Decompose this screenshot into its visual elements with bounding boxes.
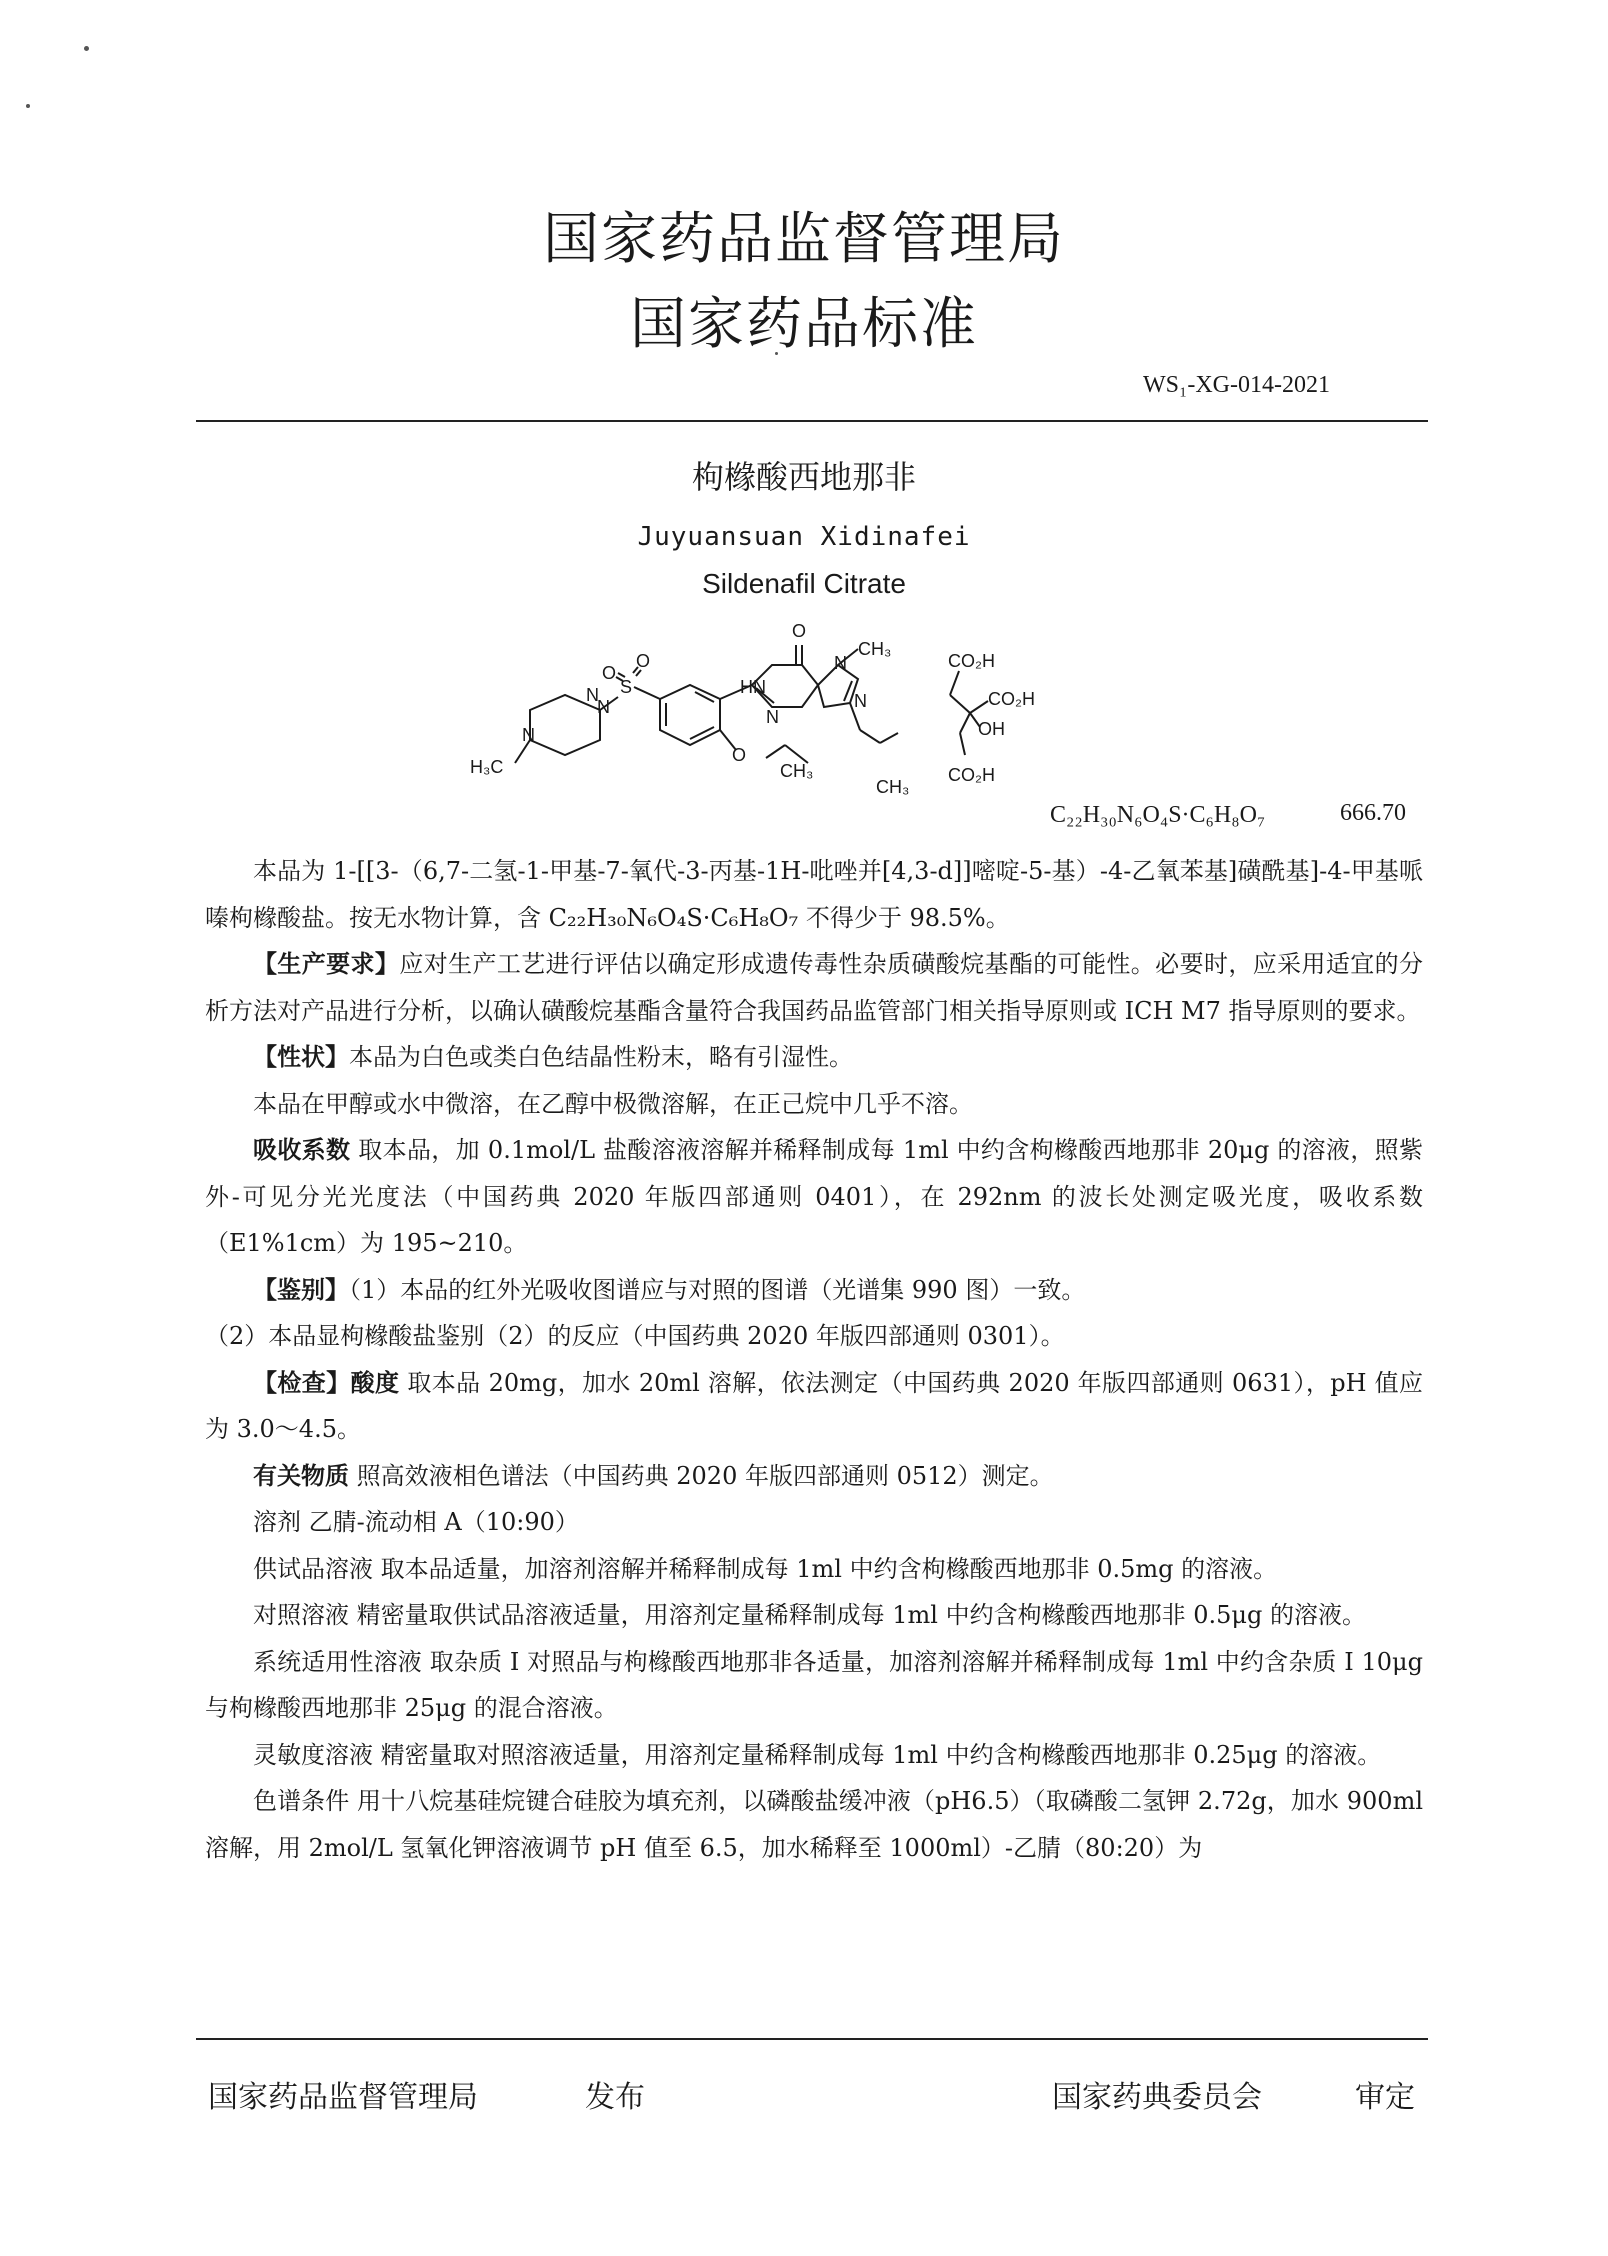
drug-name-chinese: 枸橼酸西地那非 (691, 458, 916, 496)
scan-speck (84, 46, 89, 51)
standard-type-title: 国家药品标准 (630, 292, 978, 357)
footer-issuer: 国家药品监督管理局 (208, 2080, 478, 2115)
structure-labels (440, 615, 1060, 830)
section-heading: 有关物质 (253, 1461, 349, 1490)
paragraph-production: 【生产要求】应对生产工艺进行评估以确定形成遗传毒性杂质磺酸烷基酯的可能性。必要时，应采用适宜的分析方法对产品进行分析，以确认磺酸烷基酯含量符合我国药品监管部门相关指导原则或 ICH M7 指导原则的要求。 (205, 950, 1424, 1025)
paragraph-identification-2: （2）本品显枸橼酸盐鉴别（2）的反应（中国药典 2020 年版四部通则 0301）。 (205, 1322, 1065, 1350)
paragraph-definition: 本品为 1-[[3-（6,7-二氢-1-甲基-7-氧代-3-丙基-1H-吡唑并[4,3-d]]嘧啶-5-基）-4-乙氧苯基]磺酰基]-4-甲基哌嗪枸橼酸盐。按无水物计算，含 C₂₂H₃₀N₆O₄S·C₆H₈O₇ 不得少于 98.5%。 (205, 857, 1423, 932)
atom-label: CH₃ (780, 761, 814, 781)
atom-label: CH₃ (858, 639, 892, 659)
atom-label: N (834, 653, 847, 673)
paragraph-related-substances: 有关物质 照高效液相色谱法（中国药典 2020 年版四部通则 0512）测定。 (253, 1461, 1054, 1490)
paragraph-description: 【性状】本品为白色或类白色结晶性粉末，略有引湿性。 (253, 1043, 853, 1071)
atom-label: N (597, 697, 610, 717)
molecular-weight: 666.70 (1340, 800, 1406, 826)
section-heading: 【生产要求】 (253, 950, 400, 978)
paragraph-chromatography: 色谱条件 用十八烷基硅烷键合硅胶为填充剂，以磷酸盐缓冲液（pH6.5）（取磷酸二氢钾 2.72g，加水 900ml 溶解，用 2mol/L 氢氧化钾溶液调节 pH 值至 6.5，加水稀释至 1000ml）-乙腈（80:20）为 (205, 1787, 1423, 1862)
footer-reviewer: 国家药典委员会 (1052, 2080, 1262, 2115)
drug-name-english: Sildenafil Citrate (702, 568, 906, 599)
drug-name-pinyin: Juyuansuan Xidinafei (637, 522, 971, 552)
section-heading: 吸收系数 (253, 1136, 351, 1164)
atom-label: HN (740, 677, 766, 697)
footer-issue-label: 发布 (585, 2080, 645, 2115)
atom-label: O (732, 745, 747, 765)
section-heading: 【检查】酸度 (253, 1368, 400, 1397)
paragraph-solubility: 本品在甲醇或水中微溶，在乙醇中极微溶解，在正己烷中几乎不溶。 (253, 1089, 973, 1118)
paragraph-reference-solution: 对照溶液 精密量取供试品溶液适量，用溶剂定量稀释制成每 1ml 中约含枸橼酸西地那非 0.5μg 的溶液。 (253, 1601, 1366, 1629)
atom-label: O (792, 621, 807, 641)
section-heading: 【性状】 (253, 1043, 349, 1071)
paragraph-test-solution: 供试品溶液 取本品适量，加溶剂溶解并稀释制成每 1ml 中约含枸橼酸西地那非 0.5mg 的溶液。 (253, 1554, 1278, 1583)
footer-rule (196, 2038, 1428, 2040)
paragraph-system-suitability: 系统适用性溶液 取杂质 I 对照品与枸橼酸西地那非各适量，加溶剂溶解并稀释制成每 1ml 中约含杂质 I 10μg 与枸橼酸西地那非 25μg 的混合溶液。 (205, 1647, 1423, 1722)
atom-label: N (522, 725, 535, 745)
paragraph-acidity: 【检查】酸度 取本品 20mg，加水 20ml 溶解，依法测定（中国药典 2020 年版四部通则 0631），pH 值应为 3.0～4.5。 (205, 1368, 1423, 1443)
atom-label: N (586, 685, 599, 705)
paragraph-sensitivity: 灵敏度溶液 精密量取对照溶液适量，用溶剂定量稀释制成每 1ml 中约含枸橼酸西地那非 0.25μg 的溶液。 (253, 1740, 1382, 1769)
atom-label: CO₂H (988, 689, 1035, 709)
header-rule (196, 420, 1428, 422)
atom-label: OH (978, 719, 1005, 739)
atom-label: O (636, 651, 651, 671)
atom-label: O (602, 663, 617, 683)
paragraph-solvent: 溶剂 乙腈-流动相 A（10:90） (253, 1508, 579, 1536)
issuing-authority-title: 国家药品监督管理局 (543, 207, 1065, 272)
paragraph-identification-1: 【鉴别】（1）本品的红外光吸收图谱应与对照的图谱（光谱集 990 图）一致。 (253, 1275, 1086, 1304)
atom-label: H₃C (470, 757, 504, 777)
standard-number: WS₁-XG-014-2021 (1142, 372, 1330, 398)
atom-label: CH₃ (876, 777, 910, 797)
atom-label: CO₂H (948, 651, 995, 671)
atom-label: CO₂H (948, 765, 995, 785)
footer-review-label: 审定 (1355, 2080, 1415, 2115)
atom-label: N (854, 691, 867, 711)
atom-label: N (766, 707, 779, 727)
molecular-formula: C₂₂H₃₀N₆O₄S·C₆H₈O₇ (1050, 802, 1266, 828)
scan-speck (26, 104, 30, 108)
monograph-body (205, 848, 1423, 1871)
section-heading: 【鉴别】 (253, 1275, 349, 1304)
paragraph-absorption: 吸收系数 取本品，加 0.1mol/L 盐酸溶液溶解并稀释制成每 1ml 中约含枸橼酸西地那非 20μg 的溶液，照紫外-可见分光光度法（中国药典 2020 年版四部通则 0401），在 292nm 的波长处测定吸光度，吸收系数（E1%1cm）为 195~210。 (205, 1136, 1424, 1257)
atom-label: S (620, 677, 633, 697)
